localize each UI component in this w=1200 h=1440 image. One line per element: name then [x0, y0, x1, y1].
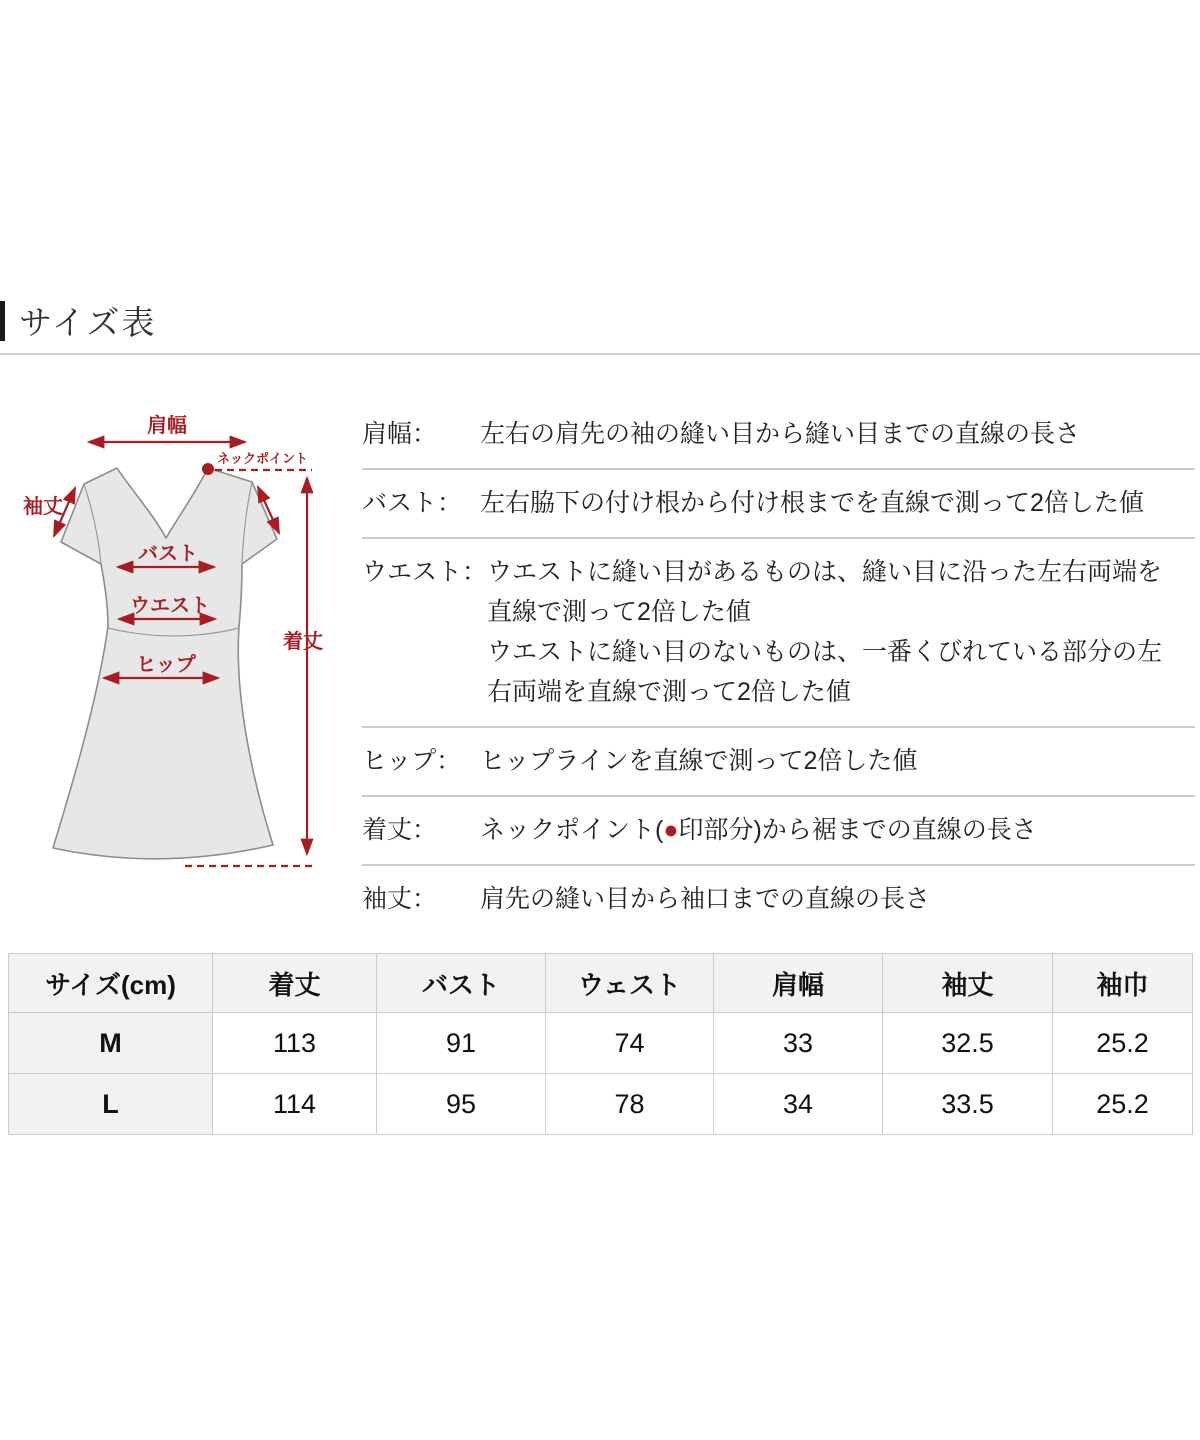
- page-title: サイズ表: [19, 304, 157, 341]
- definition-row: [362, 797, 1195, 866]
- measurement-cell: 74: [546, 1013, 714, 1074]
- definition-description: ヒップラインを直線で測って2倍した値: [480, 747, 918, 775]
- definition-term: 着丈：: [362, 816, 438, 844]
- definition-row: [362, 401, 1195, 470]
- size-table-header-cell: 着丈: [213, 954, 377, 1013]
- size-label-cell: M: [9, 1013, 213, 1074]
- size-table-head: [9, 954, 1193, 1013]
- size-table-row: [9, 1013, 1193, 1074]
- neck-point-label: ネックポイント: [217, 451, 309, 466]
- definition-list: [362, 401, 1195, 933]
- size-label-cell: L: [9, 1074, 213, 1135]
- definition-term: 袖丈：: [362, 885, 438, 913]
- section-heading: [0, 297, 156, 344]
- garment-length-label: 着丈: [283, 631, 323, 653]
- neck-point-dot-glyph: ●: [663, 816, 679, 844]
- sleeve-length-label: 袖丈: [23, 496, 63, 518]
- definition-term: ウエスト：: [362, 558, 488, 586]
- measurement-cell: 34: [714, 1074, 883, 1135]
- measurement-cell: 33.5: [883, 1074, 1053, 1135]
- size-table-header-cell: 肩幅: [714, 954, 883, 1013]
- measurement-cell: 33: [714, 1013, 883, 1074]
- definition-term: ヒップ：: [362, 747, 462, 775]
- measurement-cell: 78: [546, 1074, 714, 1135]
- bust-label: バスト: [138, 543, 198, 565]
- definition-description: ウエストに縫い目があるものは、縫い目に沿った左右両端を直線で測って2倍した値 ウエストに縫い目のないものは、一番くびれている部分の左右両端を直線で測って2倍した値: [487, 558, 1163, 706]
- size-table-header-cell: 袖丈: [883, 954, 1053, 1013]
- measurement-cell: 95: [377, 1074, 546, 1135]
- measurement-cell: 25.2: [1053, 1013, 1193, 1074]
- heading-accent-bar: [0, 301, 5, 341]
- measurement-cell: 32.5: [883, 1013, 1053, 1074]
- definition-description: 左右の肩先の袖の縫い目から縫い目までの直線の長さ: [480, 420, 1081, 448]
- definition-row: [362, 539, 1195, 728]
- definition-term: バスト：: [362, 489, 463, 517]
- definition-row: [362, 470, 1195, 539]
- definition-term: 肩幅：: [362, 420, 438, 448]
- size-table-header-cell: 袖巾: [1053, 954, 1193, 1013]
- size-table-row: [9, 1074, 1193, 1135]
- heading-divider: [0, 353, 1200, 355]
- measurement-cell: 113: [213, 1013, 377, 1074]
- definition-row: [362, 866, 1195, 933]
- hip-label: ヒップ: [136, 654, 196, 676]
- dress-measurement-diagram: [20, 400, 360, 900]
- definition-description: ネックポイント(●印部分)から裾までの直線の長さ: [480, 816, 1037, 844]
- size-table: [8, 953, 1193, 1135]
- waist-label: ウエスト: [130, 595, 210, 617]
- definition-description: 肩先の縫い目から袖口までの直線の長さ: [480, 885, 931, 913]
- measurement-cell: 25.2: [1053, 1074, 1193, 1135]
- size-table-header-cell: ウェスト: [546, 954, 714, 1013]
- measurement-cell: 114: [213, 1074, 377, 1135]
- definition-description: 左右脇下の付け根から付け根までを直線で測って2倍した値: [480, 489, 1144, 517]
- size-table-header-cell: バスト: [377, 954, 546, 1013]
- neck-point-dot: [202, 463, 214, 475]
- measurement-cell: 91: [377, 1013, 546, 1074]
- definition-row: [362, 728, 1195, 797]
- size-table-body: [9, 1013, 1193, 1135]
- size-table-header-cell: サイズ(cm): [9, 954, 213, 1013]
- shoulder-width-label: 肩幅: [147, 415, 187, 437]
